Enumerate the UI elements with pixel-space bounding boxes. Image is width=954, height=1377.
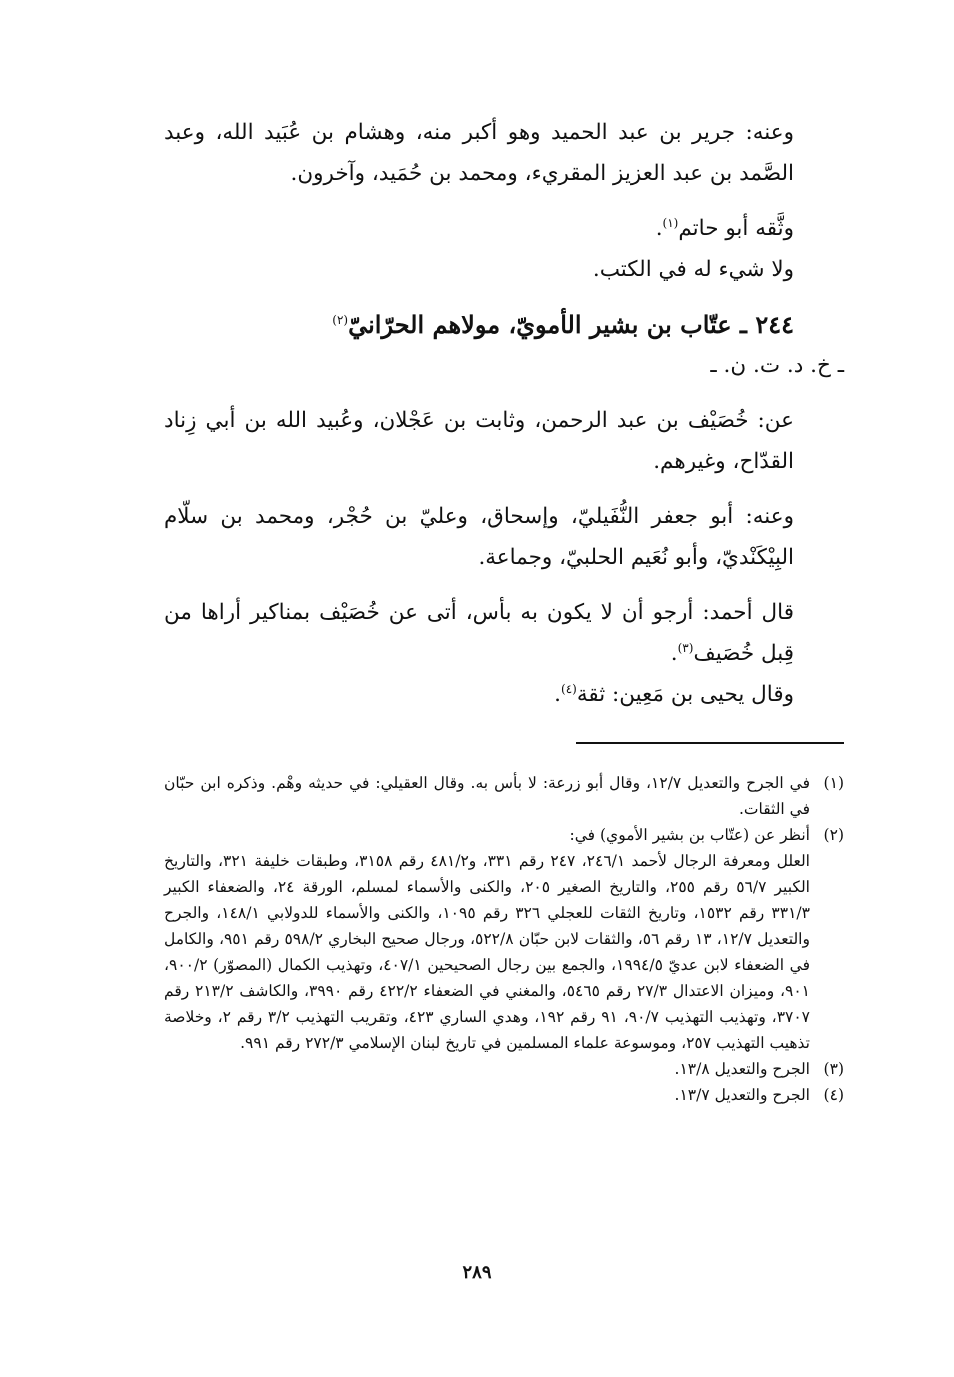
entry-heading: [164, 304, 844, 345]
footnote-text: أنظر عن (عتّاب بن بشير الأموي) في:: [569, 826, 810, 844]
tawthiq-period: .: [655, 216, 663, 241]
narrated-from-paragraph: عن: خُصَيْف بن عبد الرحمن، وثابت بن عَجْلان، وعُبيد الله بن أبي زِناد القدّاح، وغيرهم.: [164, 408, 794, 474]
footnote-body: [164, 822, 810, 1056]
footnote-separator: [576, 742, 844, 744]
footnote-number: (١): [823, 774, 844, 792]
tawthiq-text: وثَّقه أبو حاتم: [678, 216, 794, 241]
ahmad-quote-text: قال أحمد: أرجو أن لا يكون به بأس، أتى عن خُصَيْف بمناكير أراها من قِبل خُصَيف: [164, 600, 794, 666]
footnote-number: (٤): [823, 1086, 844, 1104]
footnote-ref-4: (٤): [561, 681, 577, 696]
footnote-text: في الجرح والتعديل ١٢/٧، وقال أبو زرعة: لا بأس به. وقال العقيلي: في حديثه وهْم. وذكره ابن حبّان في الثقات.: [164, 774, 810, 818]
main-text-block: [164, 112, 844, 715]
ahmad-quote-paragraph: [164, 592, 844, 674]
footnote-ref-2: (٢): [332, 313, 349, 327]
narrators-list-paragraph: وعنه: أبو جعفر النُّفَيليّ، وإسحاق، وعليّ بن حُجْر، ومحمد بن سلّام البِيْكَنْديّ، وأبو نُعَيم الحلبيّ، وجماعة.: [164, 504, 794, 570]
footnote-2: [164, 822, 844, 1056]
footnotes-block: [164, 770, 844, 1108]
footnote-number: (٢): [823, 826, 844, 844]
yahya-quote-line: [164, 674, 844, 715]
footnote-3: [164, 1056, 844, 1082]
footnote-body: [164, 770, 810, 822]
tawthiq-line: [164, 208, 844, 249]
yahya-quote-period: .: [554, 682, 561, 707]
page-number: ٢٨٩: [462, 1262, 492, 1283]
entry-sigla: ـ خ. د. ت. ن. ـ: [710, 353, 844, 378]
footnote-body: [164, 1082, 810, 1108]
footnote-1: [164, 770, 844, 822]
books-line: ولا شيء له في الكتب.: [592, 257, 794, 282]
footnote-text: الجرح والتعديل ١٣/٧.: [674, 1086, 810, 1104]
narrators-from-him-paragraph: وعنه: جرير بن عبد الحميد وهو أكبر منه، وهشام بن عُبَيد الله، وعبد الصَّمد بن عبد العزيز المقريء، ومحمد بن حُمَيد، وآخرون.: [164, 120, 794, 186]
ahmad-quote-period: .: [670, 641, 678, 666]
yahya-quote-text: وقال يحيى بن مَعِين: ثقة: [576, 682, 794, 707]
footnote-sources-list: العلل ومعرفة الرجال لأحمد ٢٤٦/١، ٢٤٧ رقم ٣٣١، و٤٨١/٢ رقم ٣١٥٨، وطبقات خليفة ٣٢١، والتاريخ الكبير ٥٦/٧ رقم ٢٥٥، والتاريخ الصغير ٢٠٥، والكنى والأسماء لمسلم، الورقة ٢٤، والضعفاء الكبير ٣٣١/٣ رقم ١٥٣٢، وتاريخ الثقات للعجلي ٣٢٦ رقم ١٠٩٥، والكنى والأسماء للدولابي ١٤٨/١، والجرح والتعديل ١٢/٧، ١٣ رقم ٥٦، والثقات لابن حبّان ٥٢٢/٨، ورجال صحيح البخاري ٥٩٨/٢ رقم ٩٥١، والكامل في الضعفاء لابن عديّ ١٩٩٤/٥، والجمع بين رجال الصحيحين ٤٠٧/١، وتهذيب الكمال (المصوّر) ٩٠٠/٢، ٩٠١، وميزان الاعتدال ٢٧/٣ رقم ٥٤٦٥، والمغني في الضعفاء ٤٢٢/٢ رقم ٣٩٩٠، والكاشف ٢١٣/٢ رقم ٣٧٠٧، وتهذيب التهذيب ٩٠/٧، ٩١ رقم ١٩٢، وهدي الساري ٤٢٣، وتقريب التهذيب ٣/٢ رقم ٢، وخلاصة تذهيب التهذيب ٢٥٧، وموسوعة علماء المسلمين في تاريخ لبنان الإسلامي ٢٧٢/٣ رقم ٩٩١.: [164, 852, 810, 1052]
footnote-ref-1: (١): [662, 215, 679, 230]
footnote-ref-3: (٣): [677, 640, 694, 655]
footnote-body: [164, 1056, 810, 1082]
entry-title: ٢٤٤ ـ عتّاب بن بشير الأمويّ، مولاهم الحرّانيّ: [348, 310, 794, 339]
footnote-text: الجرح والتعديل ١٣/٨.: [674, 1060, 810, 1078]
footnote-number: (٣): [823, 1060, 844, 1078]
footnote-4: [164, 1082, 844, 1108]
